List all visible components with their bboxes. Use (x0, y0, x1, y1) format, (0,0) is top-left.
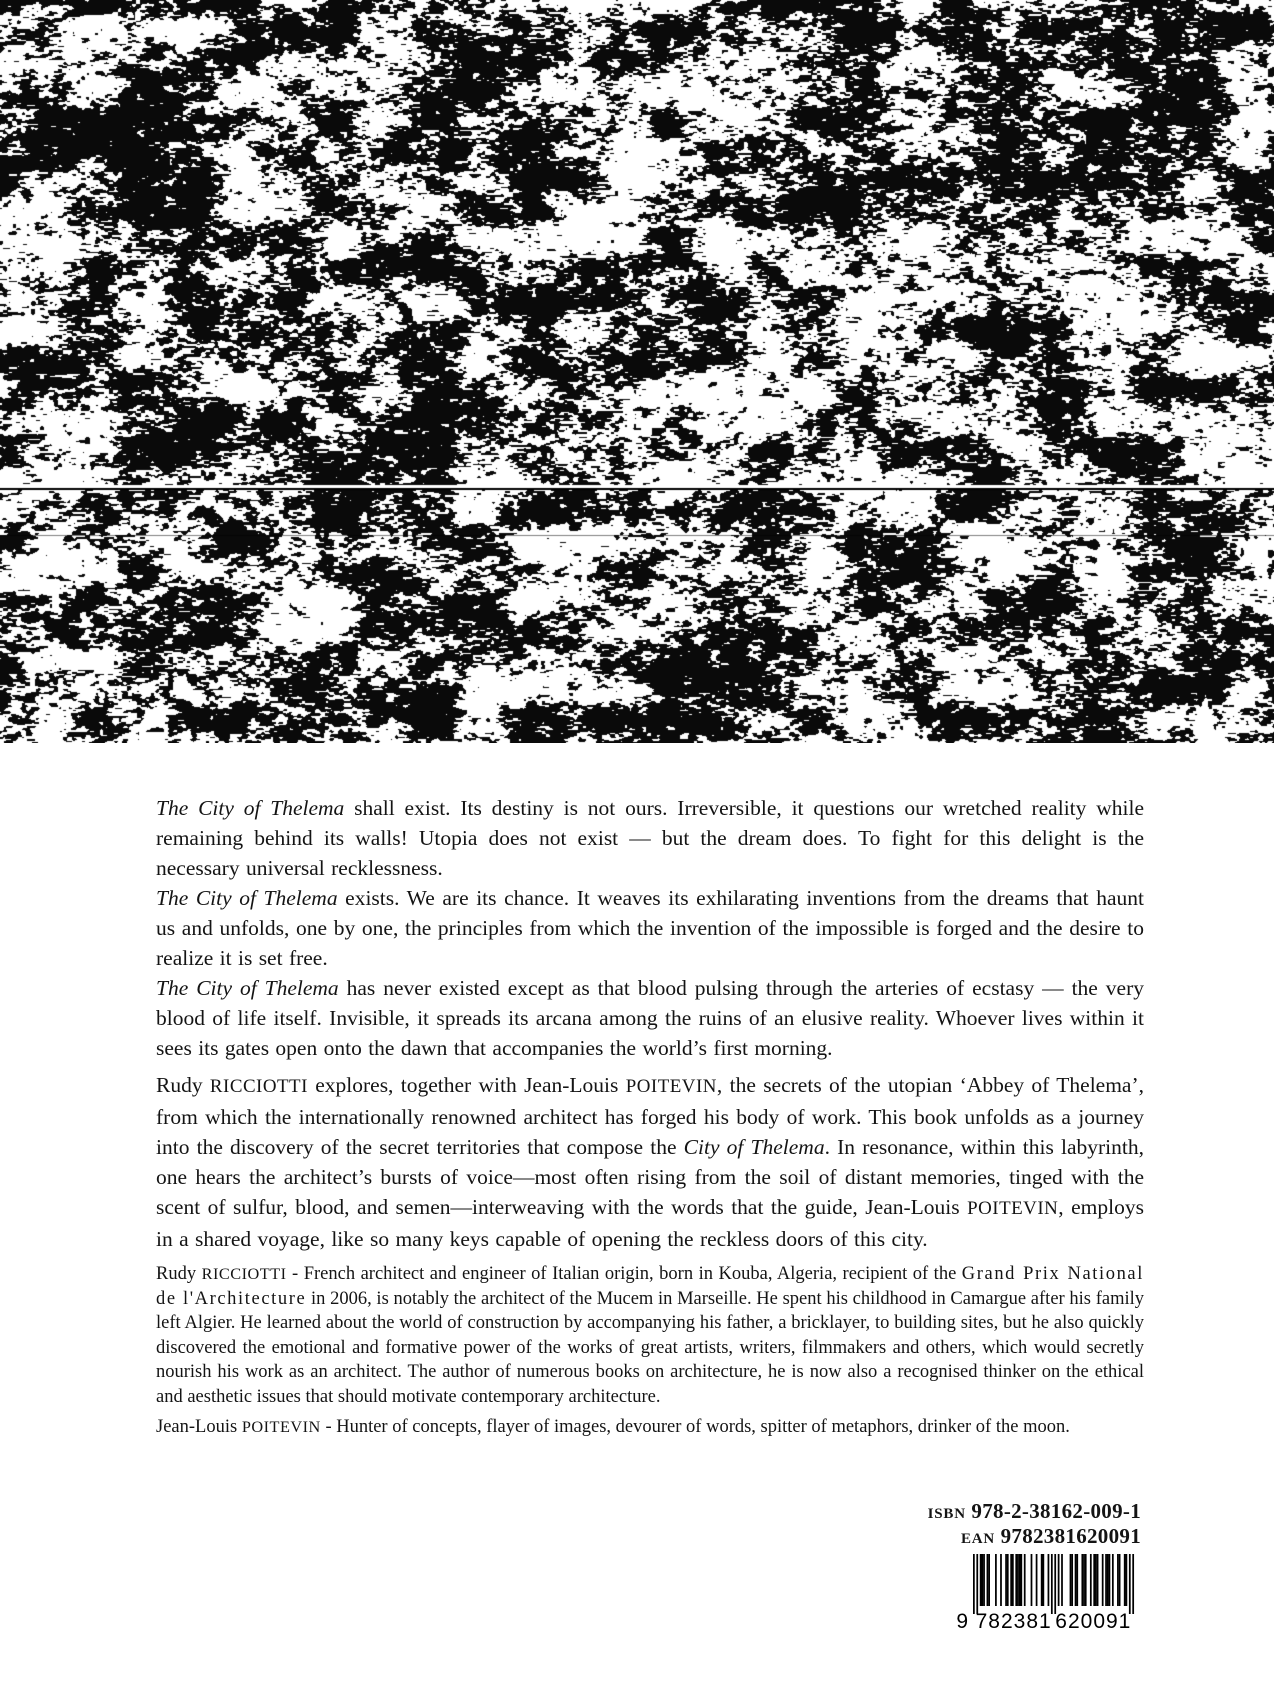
text-segment: shall exist. Its destiny is not ours. Irreversible, it questions our wretched reality while remaining behind its walls! Utopia does not exist — but the dream does. To fight for this delight is the necessary universal recklessness. (156, 796, 1144, 880)
text-segment: POITEVIN (241, 1417, 321, 1436)
text-segment: . In resonance, within this labyrinth, one hears the architect’s bursts of voice—most often rising from the soil of distant memories, tinged with the scent of sulfur, blood, and semen—interweaving with the words that the guide, Jean-Louis (156, 1135, 1144, 1219)
author-bios-section (156, 1262, 1144, 1440)
barcode-digits-group1: 782381 (975, 1610, 1052, 1630)
text-segment: Rudy (156, 1264, 202, 1284)
text-segment: POITEVIN (625, 1076, 717, 1097)
text-segment: in 2006, is notably the architect of the Mucem in Marseille. He spent his childhood in Camargue after his family left Algier. He learned about the world of construction by accompanying his father, a bricklayer, to building sites, but he also quickly discovered the emotional and formative power of the works of great artists, writers, filmmakers and others, which would secretly nourish his work as an architect. The author of numerous books on architecture, he is now also a recognised thinker on the ethical and aesthetic issues that should motivate contemporary architecture. (156, 1288, 1144, 1407)
cover-texture-image (0, 0, 1274, 743)
text-segment: The City of Thelema (156, 886, 338, 910)
isbn-block (928, 1500, 1141, 1635)
text-segment: Grand Prix National de l'Architecture (156, 1264, 1144, 1309)
text-segment: Jean-Louis (156, 1417, 242, 1437)
paragraph-blurb-p3 (156, 973, 1144, 1063)
paragraph-bio-ricciotti (156, 1262, 1144, 1409)
blurb-section (156, 793, 1144, 1254)
ean-barcode (951, 1554, 1141, 1630)
ean-line (928, 1525, 1141, 1550)
paragraph-bio-poitevin (156, 1415, 1144, 1440)
isbn-label: ISBN (927, 1506, 966, 1522)
paragraph-blurb-p2 (156, 883, 1144, 973)
text-segment: Rudy (156, 1073, 210, 1097)
text-segment: RICCIOTTI (209, 1076, 308, 1097)
text-segment: RICCIOTTI (201, 1264, 287, 1283)
text-segment: City of Thelema (683, 1135, 825, 1159)
paragraph-blurb-p1 (156, 793, 1144, 883)
barcode-digit-left: 9 (956, 1610, 969, 1630)
back-cover-text-column (156, 793, 1144, 1440)
text-segment: The City of Thelema (156, 796, 345, 820)
text-segment: The City of Thelema (156, 976, 339, 1000)
isbn-line (928, 1500, 1141, 1525)
text-segment: - Hunter of concepts, flayer of images, devourer of words, spitter of metaphors, drinker of the moon. (320, 1417, 1070, 1437)
text-segment: exists. We are its chance. It weaves its exhilarating inventions from the dreams that haunt us and unfolds, one by one, the principles from which the invention of the impossible is forged and the desire to realize it is set free. (156, 886, 1144, 970)
text-segment: - French architect and engineer of Italian origin, born in Kouba, Algeria, recipient of the (286, 1264, 962, 1284)
text-segment: POITEVIN (967, 1198, 1059, 1219)
text-segment: , employs in a shared voyage, like so many keys capable of opening the reckless doors of this city. (156, 1195, 1144, 1251)
text-segment: has never existed except as that blood pulsing through the arteries of ecstasy — the very blood of life itself. Invisible, it spreads its arcana among the ruins of an elusive reality. Whoever lives within it sees its gates open onto the dawn that accompanies the world’s first morning. (156, 976, 1144, 1060)
text-segment: , the secrets of the utopian ‘Abbey of Thelema’, from which the internationally renowned architect has forged his body of work. This book unfolds as a journey into the discovery of the secret territories that compose the (156, 1073, 1145, 1159)
barcode-container (928, 1554, 1141, 1635)
barcode-digits-group2: 620091 (1055, 1610, 1132, 1630)
ean-value: 9782381620091 (1000, 1524, 1141, 1548)
text-segment: explores, together with Jean-Louis (307, 1073, 626, 1097)
ean-label: EAN (960, 1531, 996, 1547)
isbn-value: 978-2-38162-009-1 (971, 1499, 1141, 1523)
paragraph-essay (156, 1070, 1144, 1254)
